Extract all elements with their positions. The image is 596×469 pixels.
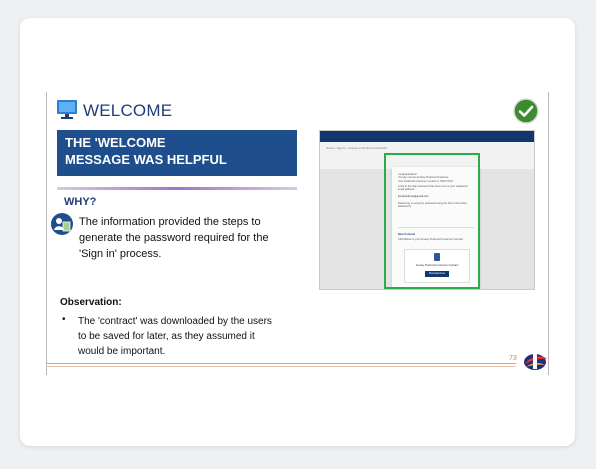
check-circle-icon bbox=[513, 98, 539, 124]
screenshot-contract-label: Amway Preferred Customer Contract bbox=[415, 264, 459, 267]
slide-number: 73 bbox=[509, 355, 517, 362]
screenshot-intro-text: Congratulations! You are now an Amway Preferred Customer. Your Preferred Customer number is 7003-XXXX bbox=[398, 173, 454, 183]
screenshot-download-button: Download here bbox=[425, 271, 449, 277]
section-divider bbox=[57, 187, 297, 190]
observation-label: Observation: bbox=[60, 297, 122, 308]
section-title: WELCOME bbox=[83, 101, 173, 120]
screenshot-breadcrumb: Home › Sign in › Access to Preferred Contract bbox=[326, 146, 387, 150]
observation-text: The 'contract' was downloaded by the users to be saved for later, as they assumed it would be important. bbox=[78, 316, 272, 357]
screenshot-next-text: Click Below to your Amway Preferred Customer Contract bbox=[398, 238, 464, 241]
why-explanation: The information provided the steps to generate the password required for the 'Sign in' process. bbox=[79, 216, 269, 260]
headline-banner: THE 'WELCOME MESSAGE WAS HELPFUL bbox=[57, 130, 297, 176]
slide-left-border bbox=[46, 92, 47, 375]
bullet-marker: • bbox=[62, 314, 66, 325]
computer-icon bbox=[56, 98, 78, 120]
footer-rule bbox=[46, 363, 516, 364]
user-document-icon bbox=[50, 212, 74, 236]
screenshot-next-heading: Next Contract bbox=[398, 233, 416, 236]
why-label: WHY? bbox=[64, 196, 97, 208]
brand-logo-icon bbox=[522, 350, 548, 372]
screenshot-header-bar bbox=[320, 131, 534, 142]
screenshot-email-note: A link to the login password has been sent to your registered email address. bbox=[398, 185, 468, 192]
footer-rule-secondary bbox=[46, 366, 516, 367]
slide-right-border bbox=[548, 92, 549, 375]
screenshot-email: Emilyandrews@gmail.com bbox=[398, 195, 429, 198]
highlight-box bbox=[384, 153, 480, 289]
screenshot-password-note: Please log in using the password using the link to the button followed by. bbox=[398, 202, 467, 209]
